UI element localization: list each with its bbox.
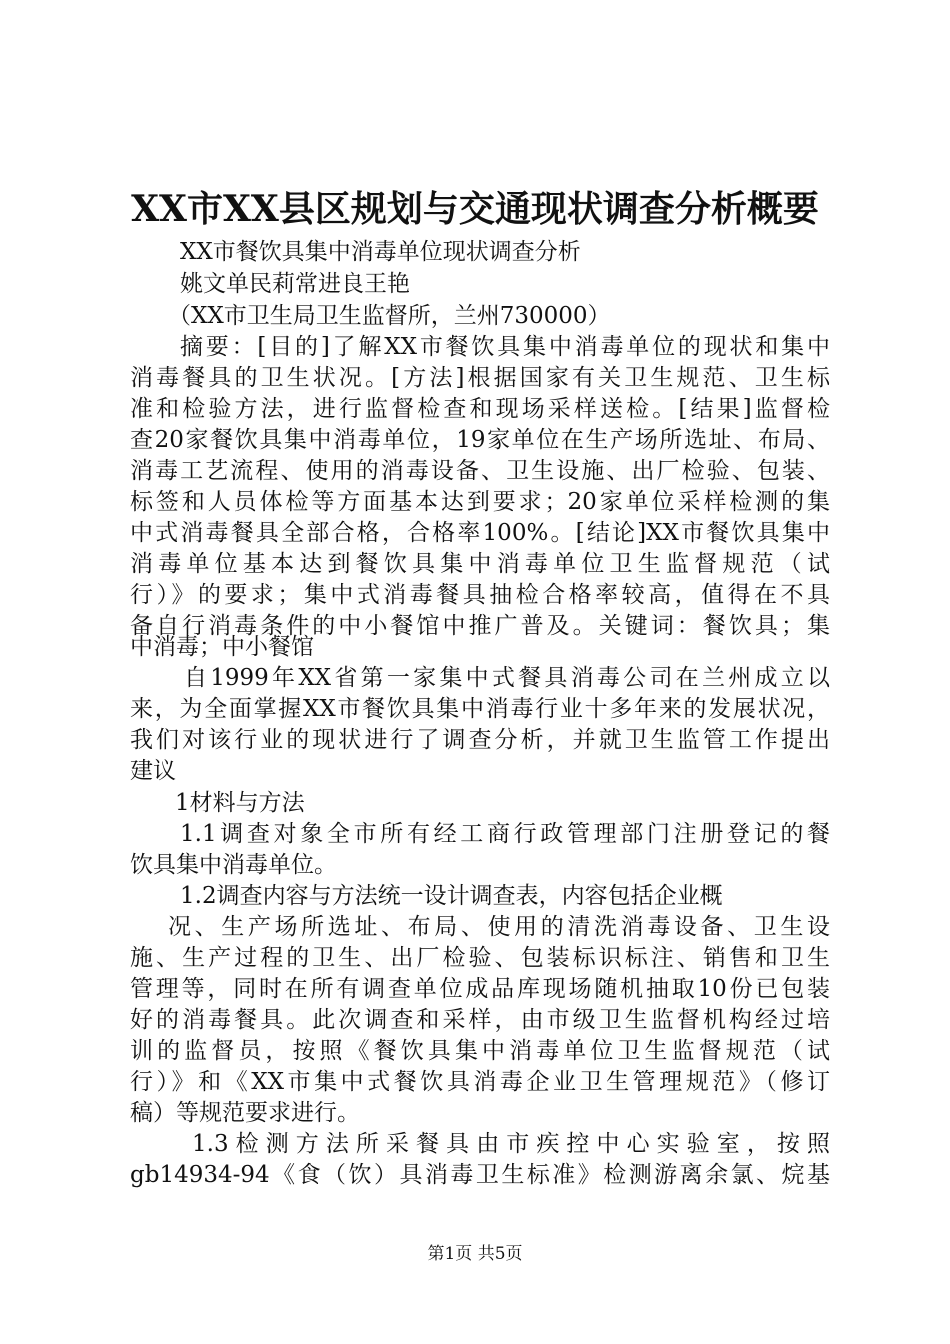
subtitle: XX市餐饮具集中消毒单位现状调查分析 [180,239,581,265]
paragraph-line: 查20家餐饮具集中消毒单位，19家单位在生产场所选址、布局、 [130,427,830,453]
paragraph-line: 消毒工艺流程、使用的消毒设备、卫生设施、出厂检验、包装、 [130,458,830,484]
paragraph-line: 我们对该行业的现状进行了调查分析，并就卫生监管工作提出 [130,727,830,753]
paragraph-line: 1.2调查内容与方法统一设计调查表，内容包括企业概 [180,883,723,909]
paragraph-line: 备自行消毒条件的中小餐馆中推广普及。关键词：餐饮具；集 [130,613,830,639]
paragraph-line: 标签和人员体检等方面基本达到要求；20家单位采样检测的集 [130,489,830,515]
paragraph-line: 行）》的要求；集中式消毒餐具抽检合格率较高，值得在不具 [130,582,830,608]
paragraph-line: 况、生产场所选址、布局、使用的清洗消毒设备、卫生设 [168,914,830,940]
paragraph-line: 准和检验方法，进行监督检查和现场采样送检。[结果]监督检 [130,396,830,422]
affiliation: （XX市卫生局卫生监督所，兰州730000） [168,303,611,329]
paragraph-line: gb14934-94《食（饮）具消毒卫生标准》检测游离余氯、烷基 [130,1162,830,1188]
paragraph-line: 饮具集中消毒单位。 [130,852,337,878]
paragraph-line: 中消毒；中小餐馆 [130,634,314,660]
paragraph-line: 消毒餐具的卫生状况。[方法]根据国家有关卫生规范、卫生标 [130,365,830,391]
paragraph-line: 管理等，同时在所有调查单位成品库现场随机抽取10份已包装 [130,976,830,1002]
paragraph-line: 1.3检测方法所采餐具由市疾控中心实验室，按照 [192,1131,830,1157]
authors: 姚文单民莉常进良王艳 [180,271,410,297]
paragraph-line: 稿）等规范要求进行。 [130,1100,360,1126]
paragraph-line: 1.1调查对象全市所有经工商行政管理部门注册登记的餐 [180,821,830,847]
paragraph-line: 中式消毒餐具全部合格，合格率100%。[结论]XX市餐饮具集中 [130,520,830,546]
paragraph-line: 训的监督员，按照《餐饮具集中消毒单位卫生监督规范（试 [130,1038,830,1064]
paragraph-line: 来，为全面掌握XX市餐饮具集中消毒行业十多年来的发展状况， [130,696,830,722]
paragraph-line: 好的消毒餐具。此次调查和采样，由市级卫生监督机构经过培 [130,1007,830,1033]
page-footer: 第1页 共5页 [427,1244,523,1264]
document-title: XX市XX县区规划与交通现状调查分析概要 [131,188,819,230]
paragraph-line: 行）》和《XX市集中式餐饮具消毒企业卫生管理规范》（修订 [130,1069,830,1095]
paragraph-line: 施、生产过程的卫生、出厂检验、包装标识标注、销售和卫生 [130,945,830,971]
paragraph-line: 消毒单位基本达到餐饮具集中消毒单位卫生监督规范（试 [130,551,830,577]
paragraph-line: 摘要：[目的]了解XX市餐饮具集中消毒单位的现状和集中 [180,334,830,360]
section-heading: 1材料与方法 [175,790,305,816]
paragraph-line: 自1999年XX省第一家集中式餐具消毒公司在兰州成立以 [184,665,830,691]
paragraph-line: 建议 [130,758,176,784]
